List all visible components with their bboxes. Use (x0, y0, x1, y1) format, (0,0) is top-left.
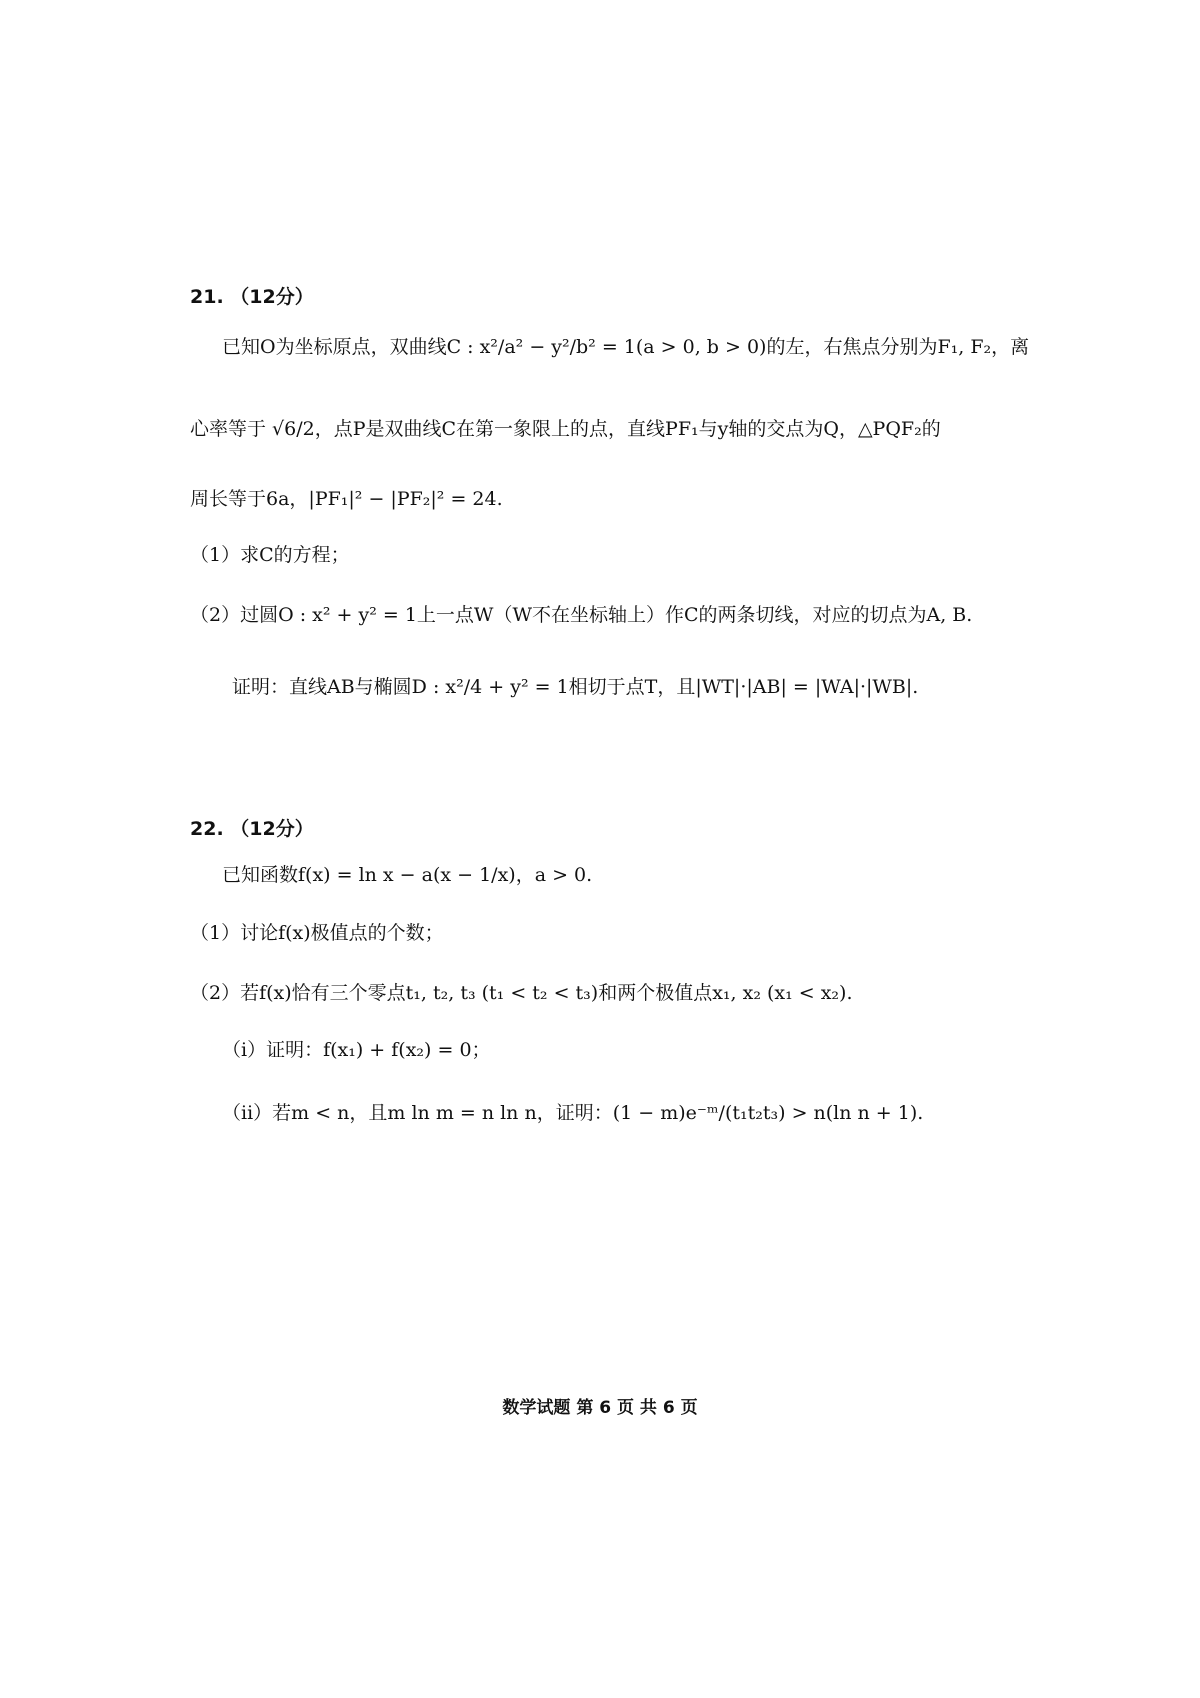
q21-line3: 周长等于6a，|PF₁|² − |PF₂|² = 24. (190, 488, 503, 510)
q22-heading: 22. （12分） (190, 818, 314, 840)
q22-part2-i: （ⅰ）证明：f(x₁) + f(x₂) = 0； (222, 1039, 491, 1061)
q21-line1: 已知O为坐标原点，双曲线C : x²/a² − y²/b² = 1(a > 0, b > 0)的左，右焦点分别为F₁, F₂，离 (222, 336, 1030, 358)
q21-part2-proof: 证明：直线AB与椭圆D : x²/4 + y² = 1相切于点T，且|WT|·|AB| = |WA|·|WB|. (232, 676, 919, 698)
q21-part1: （1）求C的方程； (190, 544, 350, 566)
q21-heading: 21. （12分） (190, 286, 314, 308)
q22-line1: 已知函数f(x) = ln x − a(x − 1/x)，a > 0. (222, 864, 593, 886)
q22-part1: （1）讨论f(x)极值点的个数； (190, 922, 444, 944)
q22-part2-ii: （ⅱ）若m < n，且m ln m = n ln n，证明：(1 − m)e⁻ᵐ/(t₁t₂t₃) > n(ln n + 1). (222, 1102, 924, 1124)
q21-line2: 心率等于 √6/2，点P是双曲线C在第一象限上的点，直线PF₁与y轴的交点为Q，△PQF₂的 (190, 418, 941, 440)
q22-part2: （2）若f(x)恰有三个零点t₁, t₂, t₃ (t₁ < t₂ < t₃)和两个极值点x₁, x₂ (x₁ < x₂). (190, 982, 853, 1004)
q21-part2: （2）过圆O : x² + y² = 1上一点W（W不在坐标轴上）作C的两条切线，对应的切点为A, B. (190, 604, 973, 626)
page-footer: 数学试题 第 6 页 共 6 页 (502, 1398, 698, 1418)
